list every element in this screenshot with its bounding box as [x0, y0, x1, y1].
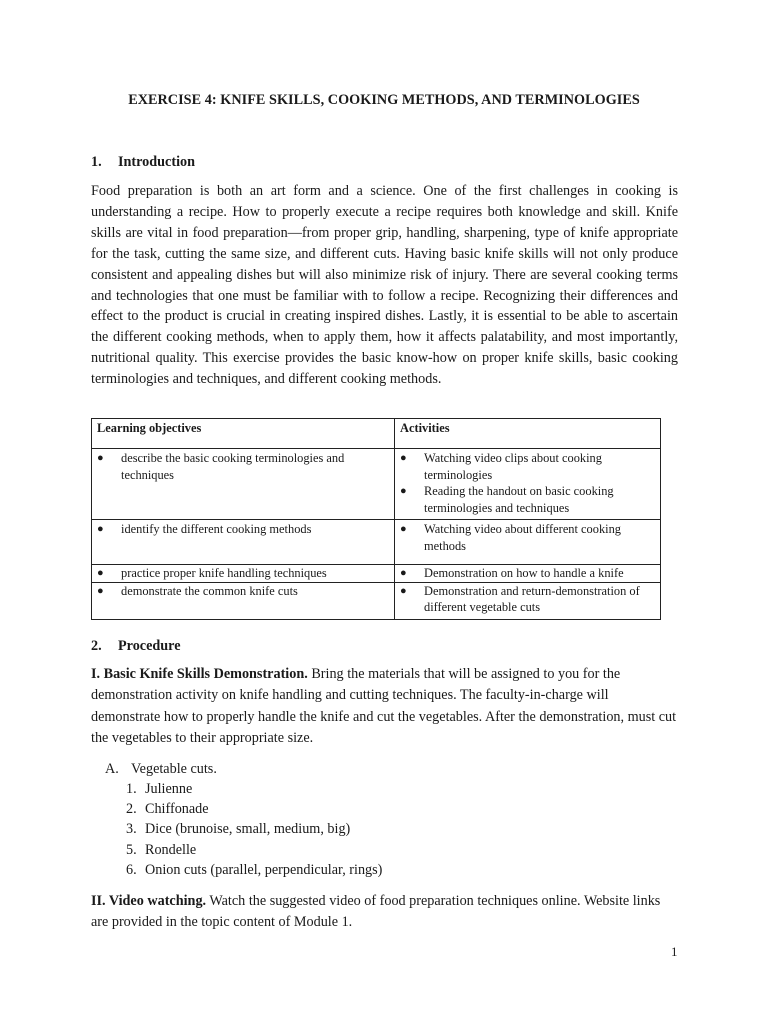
knife-skills-lead: I. Basic Knife Skills Demonstration.	[91, 666, 308, 682]
table-row	[92, 449, 661, 520]
list-item: ● Watching video about different cooking methods	[400, 522, 621, 553]
introduction-number: 1.	[91, 154, 102, 170]
bullet-icon: ●	[400, 452, 407, 464]
header-activities: Activities	[395, 419, 661, 449]
bullet-icon: ●	[97, 452, 104, 464]
bullet-icon: ●	[400, 485, 407, 497]
sublist-text: Vegetable cuts.	[131, 761, 217, 777]
video-watching-text: Watch the suggested video of food preparation techniques online. Website links are provided in the topic content of Module 1.	[91, 893, 661, 930]
objective-cell	[92, 449, 395, 520]
knife-skills-paragraph	[91, 664, 678, 749]
activity-cell	[395, 520, 661, 565]
list-item: 6. Onion cuts (parallel, perpendicular, rings)	[126, 861, 383, 878]
list-item: 2. Chiffonade	[126, 801, 209, 818]
table-row	[92, 582, 661, 619]
vegetable-cuts-heading	[105, 759, 217, 779]
list-item: ● Demonstration and return-demonstration of different vegetable cuts	[400, 583, 640, 614]
procedure-heading	[91, 638, 181, 655]
list-item: 1. Julienne	[126, 781, 193, 797]
table-header-row	[92, 419, 661, 449]
introduction-heading	[91, 154, 195, 171]
list-item: ● Reading the handout on basic cooking terminologies and techniques	[400, 484, 614, 515]
page-number: 1	[671, 944, 678, 959]
bullet-icon: ●	[400, 584, 407, 597]
list-item: 3. Dice (brunoise, small, medium, big)	[126, 821, 351, 838]
list-item: ● identify the different cooking methods	[97, 522, 312, 536]
procedure-heading-text: Procedure	[118, 638, 181, 654]
activity-cell	[395, 565, 661, 583]
sublist-label: A.	[105, 761, 119, 777]
video-watching-lead: II. Video watching.	[91, 893, 207, 909]
activity-cell	[395, 449, 661, 520]
bullet-icon: ●	[400, 567, 407, 579]
table-row	[92, 565, 661, 583]
header-learning-objectives: Learning objectives	[92, 419, 395, 449]
bullet-icon: ●	[97, 567, 104, 579]
bullet-icon: ●	[400, 523, 407, 535]
list-item: ● Demonstration on how to handle a knife	[400, 566, 624, 580]
list-item: 5. Rondelle	[126, 841, 197, 858]
knife-skills-text: Bring the materials that will be assigned to you for the demonstration activity on knife handling and cutting techniques. The faculty-in-charge will demonstrate how to properly handle the knife and cut the vegetables. After the demonstration, must cut the vegetables to their appropriate size.	[91, 666, 677, 746]
table-row	[92, 520, 661, 565]
learning-objectives-table	[91, 418, 661, 620]
list-item: ● describe the basic cooking terminologies and techniques	[97, 451, 345, 482]
list-item: ● Watching video clips about cooking terminologies	[400, 451, 602, 482]
vegetable-cuts-list	[126, 779, 382, 880]
document-title: EXERCISE 4: KNIFE SKILLS, COOKING METHODS, AND TERMINOLOGIES	[128, 92, 640, 108]
list-item: ● practice proper knife handling techniques	[97, 566, 327, 580]
video-watching-paragraph	[91, 891, 678, 933]
bullet-icon: ●	[97, 523, 104, 535]
bullet-icon: ●	[97, 584, 104, 597]
procedure-number: 2.	[91, 638, 102, 654]
activity-cell	[395, 582, 661, 619]
objective-cell	[92, 582, 395, 619]
objective-cell	[92, 565, 395, 583]
objective-cell	[92, 520, 395, 565]
introduction-paragraph: Food preparation is both an art form and a science. One of the first challenges in cooking is understanding a recipe. How to properly execute a recipe requires both knowledge and skill. Knife skills are vital in food preparation—from proper grip, handling, sharpening, type of knife appropriate for the task, cutting the same size, and different cuts. Having basic knife skills will not only produce consistent and appealing dishes but will also minimize risk of injury. There are several cooking terms and technologies that one must be familiar with to follow a recipe. Recognizing their differences and effect to the product is crucial in creating inspired dishes. Lastly, it is essential to be able to ascertain the different cooking methods, when to apply them, how it affects palatability, and most importantly, nutritional quality. This exercise provides the basic know-how on proper knife skills, basic cooking terminologies and techniques, and different cooking methods.	[91, 183, 678, 388]
introduction-heading-text: Introduction	[118, 154, 195, 170]
list-item: ● demonstrate the common knife cuts	[97, 583, 298, 598]
